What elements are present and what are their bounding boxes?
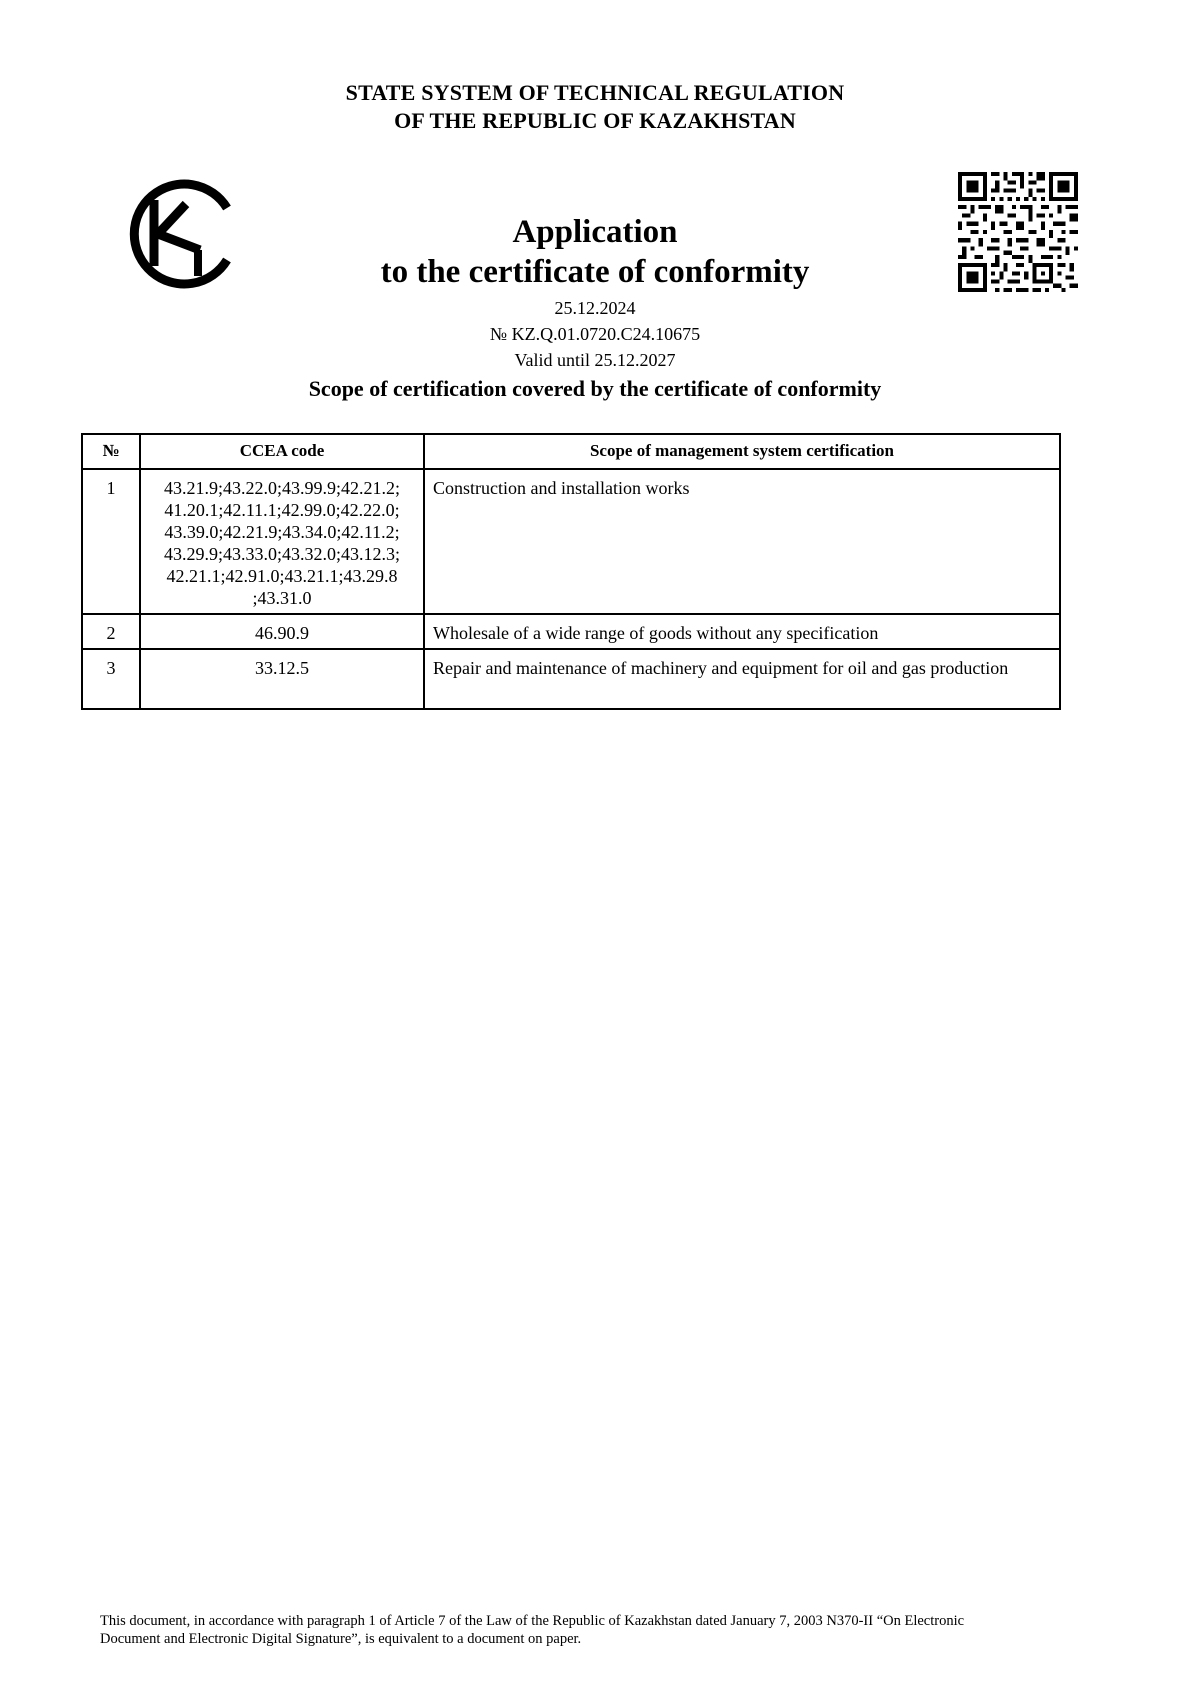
footer-legal-note (100, 1612, 1080, 1648)
scope-cell: Repair and maintenance of machinery and equipment for oil and gas production (424, 649, 1060, 709)
header-num: № (82, 434, 140, 469)
ccea-code-line: 41.20.1;42.11.1;42.99.0;42.22.0; (164, 500, 400, 520)
table-row (82, 649, 1060, 709)
ccea-code-cell (140, 469, 424, 614)
ccea-code-cell (140, 614, 424, 649)
ccea-code-line: 43.29.9;43.33.0;43.32.0;43.12.3; (163, 544, 400, 564)
ccea-code-cell (140, 649, 424, 709)
footer-line-2: Document and Electronic Digital Signature”, is equivalent to a document on paper. (100, 1631, 582, 1647)
row-number: 1 (82, 469, 140, 614)
header-scope: Scope of management system certification (424, 434, 1060, 469)
table-header-row (82, 434, 1060, 469)
ccea-code-line: 42.21.1;42.91.0;43.21.1;43.29.8 (166, 566, 398, 586)
header-line-1: STATE SYSTEM OF TECHNICAL REGULATION (345, 80, 845, 105)
document-title-line-2: to the certificate of conformity (380, 254, 810, 290)
scope-table (81, 433, 1061, 710)
ccea-code-line: 33.12.5 (255, 658, 309, 678)
table-row (82, 614, 1060, 649)
table-row (82, 469, 1060, 614)
footer-line-1: This document, in accordance with paragraph 1 of Article 7 of the Law of the Republic of Kazakhstan dated January 7, 2003 N370-II “On Electronic (100, 1613, 965, 1629)
certificate-number: № KZ.Q.01.0720.C24.10675 (489, 324, 701, 344)
scope-heading: Scope of certification covered by the certificate of conformity (308, 376, 882, 401)
document-title-line-1: Application (512, 214, 678, 250)
header-line-2: OF THE REPUBLIC OF KAZAKHSTAN (394, 108, 796, 133)
ccea-code-line: 43.21.9;43.22.0;43.99.9;42.21.2; (163, 478, 400, 498)
row-number: 3 (82, 649, 140, 709)
ccea-code-line: ;43.31.0 (252, 588, 312, 608)
ccea-code-line: 46.90.9 (255, 623, 309, 643)
scope-cell: Construction and installation works (424, 469, 1060, 614)
ccea-code-line: 43.39.0;42.21.9;43.34.0;42.11.2; (164, 522, 400, 542)
row-number: 2 (82, 614, 140, 649)
header-ccea-code: CCEA code (140, 434, 424, 469)
certificate-date: 25.12.2024 (554, 298, 636, 318)
scope-cell: Wholesale of a wide range of goods without any specification (424, 614, 1060, 649)
certificate-valid-until: Valid until 25.12.2027 (514, 350, 676, 370)
